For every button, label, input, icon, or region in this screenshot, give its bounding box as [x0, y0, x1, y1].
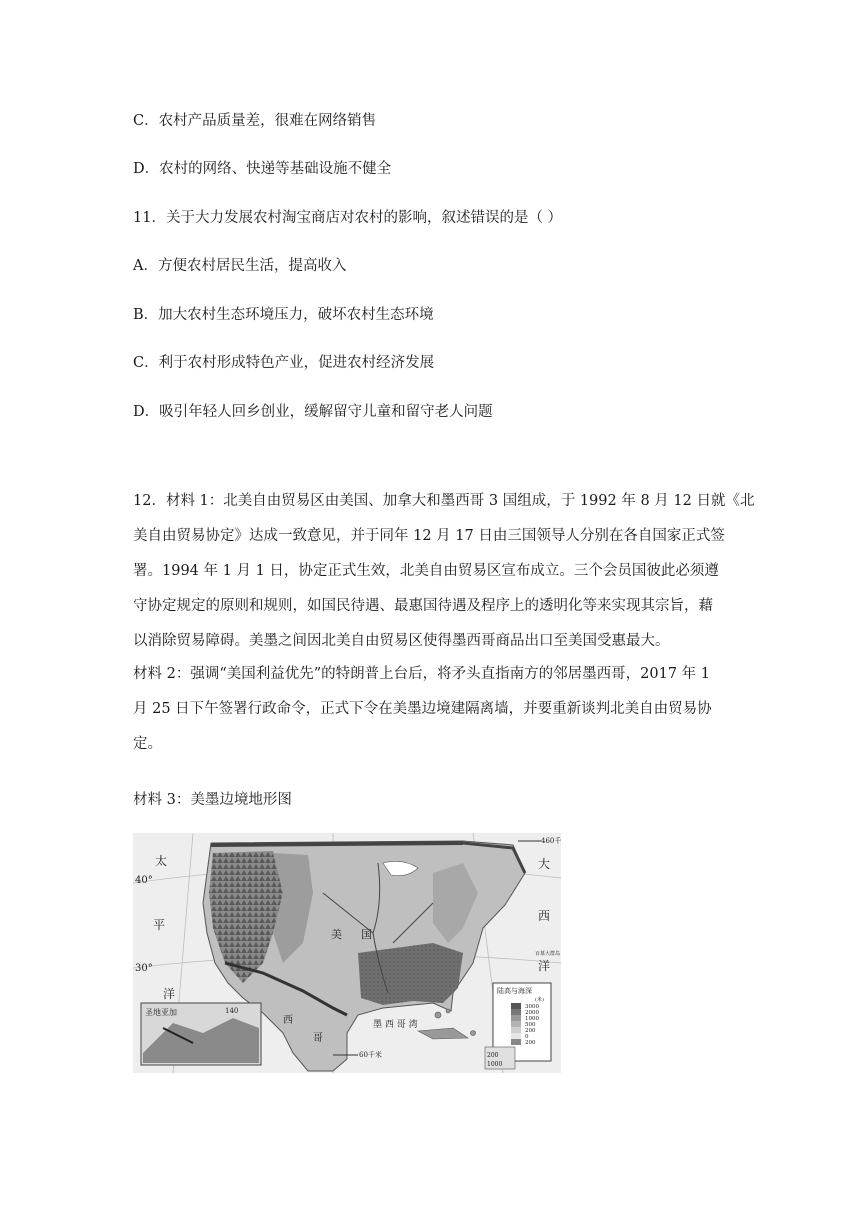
legend-value: 1000 [525, 1016, 539, 1022]
material2-line: 定。 [133, 736, 162, 752]
pacific-label-1: 太 [155, 854, 168, 868]
usa-label-1: 美 [331, 928, 342, 941]
q11-stem: 11．关于大力发展农村淘宝商店对农村的影响，叙述错误的是（ ） [133, 210, 563, 226]
atlantic-label-3: 洋 [538, 959, 551, 973]
legend-value: 200 [525, 1040, 536, 1046]
material1-line: 守协定规定的原则和规则，如国民待遇、最惠国待遇及程序上的透明化等来实现其宗旨，藉 [133, 598, 713, 614]
svg-text:60千米: 60千米 [359, 1051, 382, 1059]
inset-number: 140 [225, 1007, 239, 1015]
mexico-label-2: 哥 [313, 1033, 323, 1044]
us-canada-border [211, 843, 463, 845]
legend-depth: 1000 [487, 1061, 503, 1068]
us-mexico-border-terrain-map [133, 833, 561, 1073]
material1-line: 署。1994 年 1 月 1 日，协定正式生效，北美自由贸易区宣布成立。三个会员国彼此必须遵 [133, 563, 719, 579]
svg-text:460千: 460千 [541, 837, 561, 845]
elevation-legend [485, 983, 551, 1069]
legend-value: 0 [525, 1034, 529, 1040]
material2-line: 月 25 日下午签署行政命令，正式下令在美墨边境建隔离墙，并要重新谈判北美自由贸易协 [133, 701, 712, 717]
bermuda-label: 百慕大群岛 [535, 951, 561, 957]
atlantic-label-2: 西 [538, 909, 551, 923]
material2-line: 材料 2：强调“美国利益优先”的特朗普上台后，将矛头直指南方的邻居墨西哥，2017 年 1 [133, 666, 711, 682]
q12-material1 [133, 484, 755, 659]
material1-line: 美自由贸易协定》达成一致意见，并于同年 12 月 17 日由三国领导人分别在各自国家正式签 [133, 528, 725, 544]
q11-option-c: C．利于农村形成特色产业，促进农村经济发展 [133, 355, 435, 371]
q12-material2 [133, 657, 733, 762]
legend-title: 陆高与海深 [497, 987, 532, 995]
legend-value: 3000 [525, 1004, 539, 1010]
atlantic-label-1: 大 [538, 857, 551, 871]
legend-unit: (米) [535, 997, 544, 1003]
mexico-label-1: 西 [283, 1015, 293, 1026]
legend-value: 500 [525, 1022, 536, 1028]
q11-option-b: B．加大农村生态环境压力，破坏农村生态环境 [133, 307, 434, 323]
q12-material3-caption: 材料 3：美墨边境地形图 [133, 792, 292, 808]
inset-map [141, 1003, 261, 1065]
map-figure [133, 833, 561, 1073]
usa-label-2: 国 [361, 928, 372, 941]
material1-line: 12．材料 1：北美自由贸易区由美国、加拿大和墨西哥 3 国组成，于 1992 年 8 月 12 日就《北 [133, 493, 755, 509]
q10-option-d: D．农村的网络、快递等基础设施不健全 [133, 161, 392, 177]
gulf-of-mexico-label: 墨 西 哥 湾 [373, 1020, 418, 1030]
latitude-40-label: 40° [135, 875, 153, 886]
q11-option-d: D．吸引年轻人回乡创业，缓解留守儿童和留守老人问题 [133, 404, 493, 420]
inset-label: 圣地亚加 [145, 1008, 177, 1017]
pacific-label-3: 洋 [163, 987, 176, 1001]
legend-depth: 200 [487, 1052, 499, 1059]
material1-line: 以消除贸易障碍。美墨之间因北美自由贸易区使得墨西哥商品出口至美国受惠最大。 [133, 633, 670, 649]
legend-value: 200 [525, 1028, 536, 1034]
latitude-30-label: 30° [135, 963, 153, 974]
gulf-coastal-plain [358, 943, 463, 1005]
q10-option-c: C．农村产品质量差，很难在网络销售 [133, 113, 377, 129]
q11-option-a: A．方便农村居民生活，提高收入 [133, 258, 347, 274]
legend-value: 2000 [525, 1010, 539, 1016]
pacific-label-2: 平 [153, 918, 166, 932]
